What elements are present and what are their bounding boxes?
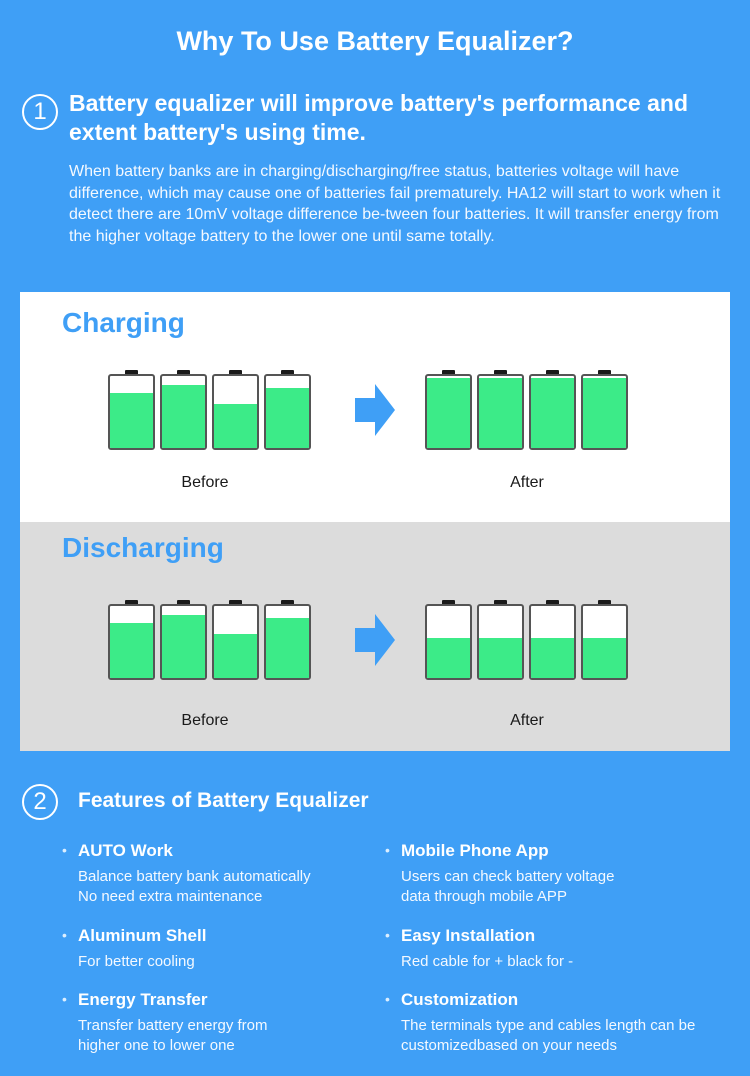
arrow-right-icon (355, 384, 395, 436)
charging-before-batteries (108, 370, 316, 450)
charging-after-label: After (510, 474, 544, 491)
battery-level-fill (266, 388, 309, 448)
feature-title: Customization (401, 990, 519, 1009)
charging-after-batteries (425, 370, 633, 450)
battery-level-fill (583, 378, 626, 448)
battery-icon (477, 370, 524, 450)
feature-description: Users can check battery voltage data through mobile APP (401, 868, 615, 905)
charging-before-label: Before (181, 474, 229, 491)
battery-level-fill (214, 634, 257, 678)
battery-icon (529, 370, 576, 450)
battery-icon (264, 370, 311, 450)
battery-icon (264, 600, 311, 680)
battery-level-fill (162, 385, 205, 448)
feature-description: For better cooling (78, 953, 195, 970)
battery-level-fill (110, 623, 153, 678)
feature-title: Aluminum Shell (78, 926, 207, 945)
bullet-icon: • (62, 842, 67, 858)
section-number-2: 2 (22, 784, 58, 820)
battery-icon (529, 600, 576, 680)
bullet-icon: • (385, 991, 390, 1007)
bullet-icon: • (385, 842, 390, 858)
battery-level-fill (266, 618, 309, 678)
feature-item (62, 989, 408, 1055)
feature-title: AUTO Work (78, 841, 173, 860)
section-number-1: 1 (22, 94, 58, 130)
feature-title: Energy Transfer (78, 990, 208, 1009)
battery-icon (160, 370, 207, 450)
charging-label: Charging (62, 307, 185, 338)
discharging-panel (20, 522, 730, 751)
battery-icon (212, 600, 259, 680)
feature-item (385, 925, 731, 972)
section2-heading: Features of Battery Equalizer (78, 789, 369, 812)
bullet-icon: • (385, 927, 390, 943)
page-title: Why To Use Battery Equalizer? (176, 26, 574, 56)
battery-level-fill (427, 638, 470, 678)
battery-level-fill (427, 378, 470, 448)
battery-icon (425, 600, 472, 680)
battery-icon (581, 370, 628, 450)
battery-icon (212, 370, 259, 450)
discharging-before-batteries (108, 600, 316, 680)
feature-description: Red cable for + black for - (401, 953, 574, 970)
charging-panel (20, 292, 730, 522)
feature-item (62, 925, 408, 972)
section1-body: When battery banks are in charging/discharging/free status, batteries voltage will have difference, which may cause one of batteries fail prematurely. HA12 will start to work when it detect there are 10mV voltage difference be-tween four batteries. It will transfer energy from the higher voltage battery to the lower one until same totally. (69, 163, 721, 245)
feature-item (385, 840, 731, 906)
arrow-right-icon (355, 614, 395, 666)
feature-title: Easy Installation (401, 926, 536, 945)
discharging-after-batteries (425, 600, 633, 680)
feature-description: The terminals type and cables length can be customizedbased on your needs (401, 1017, 696, 1054)
battery-icon (160, 600, 207, 680)
bullet-icon: • (62, 927, 67, 943)
feature-description: Balance battery bank automatically No need extra maintenance (78, 868, 311, 905)
battery-level-fill (479, 378, 522, 448)
bullet-icon: • (62, 991, 67, 1007)
battery-icon (108, 600, 155, 680)
discharging-label: Discharging (62, 532, 224, 563)
battery-icon (425, 370, 472, 450)
battery-icon (477, 600, 524, 680)
battery-level-fill (162, 615, 205, 678)
feature-title: Mobile Phone App (401, 841, 549, 860)
battery-icon (581, 600, 628, 680)
discharging-before-label: Before (181, 712, 229, 729)
discharging-after-label: After (510, 712, 544, 729)
battery-level-fill (531, 638, 574, 678)
battery-level-fill (214, 404, 257, 448)
feature-item (385, 989, 741, 1055)
battery-level-fill (531, 378, 574, 448)
feature-item (62, 840, 408, 906)
battery-level-fill (583, 638, 626, 678)
feature-description: Transfer battery energy from higher one to lower one (78, 1017, 268, 1054)
section1-heading: Battery equalizer will improve battery's performance and extent battery's using time. (69, 90, 689, 145)
battery-level-fill (110, 393, 153, 448)
battery-icon (108, 370, 155, 450)
battery-level-fill (479, 638, 522, 678)
